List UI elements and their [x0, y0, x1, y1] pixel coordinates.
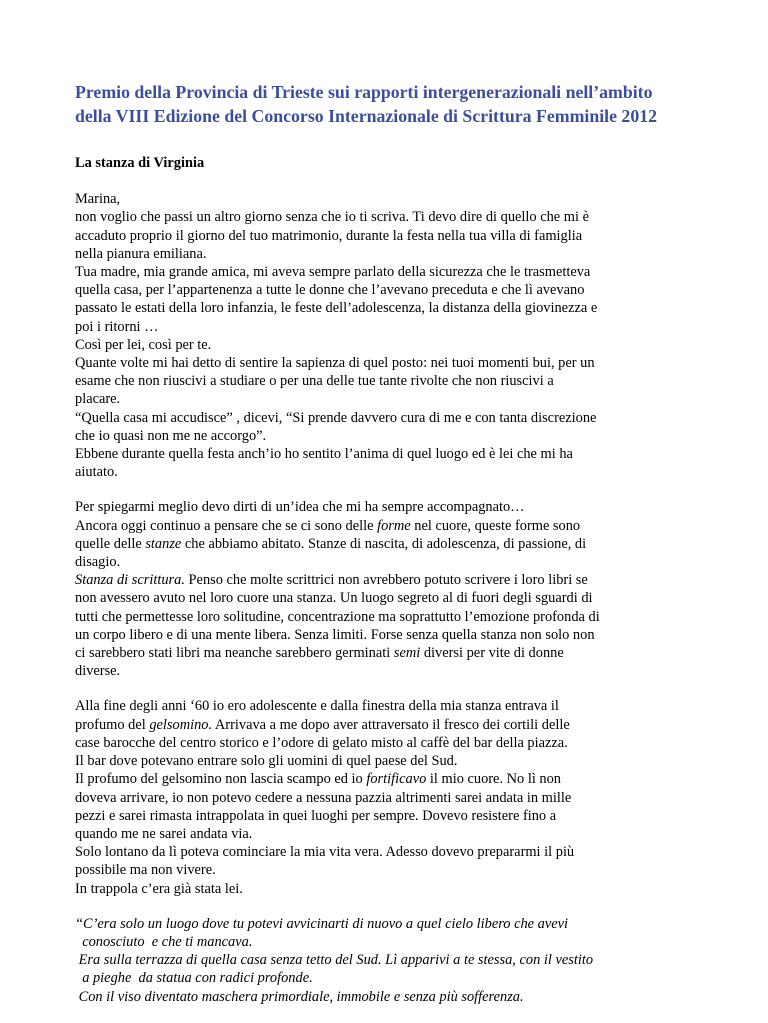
paragraph-letter-opening: [75, 190, 715, 481]
text-line: doveva arrivare, io non potevo cedere a nessuna pazzia altrimenti sarei andata in mille: [75, 789, 572, 806]
story-title: La stanza di Virginia: [75, 155, 205, 171]
text-line: pezzi e sarei rimasta intrappolata in quei luoghi per sempre. Dovevo resistere fino a: [75, 807, 557, 824]
emphasis: Stanza di scrittura.: [75, 572, 185, 589]
document-page: [75, 80, 715, 1023]
emphasis: semi: [393, 645, 421, 662]
title-line-2: della VIII Edizione del Concorso Internazionale di Scrittura Femminile 2012: [75, 106, 657, 126]
italic-quote: [75, 915, 715, 1006]
text-line: nella pianura emiliana.: [75, 245, 207, 262]
text-line: poi i ritorni …: [75, 318, 159, 335]
text-line: Tua madre, mia grande amica, mi aveva sempre parlato della sicurezza che le trasmetteva: [75, 264, 591, 281]
text-line: Per spiegarmi meglio devo dirti di un’idea che mi ha sempre accompagnato…: [75, 499, 525, 516]
text-line: Così per lei, così per te.: [75, 336, 212, 353]
text-line: Quante volte mi hai detto di sentire la sapienza di quel posto: nei tuoi momenti bui, per un: [75, 355, 595, 372]
text-line: Con il viso diventato maschera primordiale, immobile e senza più sofferenza.: [75, 988, 524, 1005]
text-line: ci sarebbero stati libri ma neanche sarebbero germinati semi diversi per vite di donne: [75, 645, 564, 662]
text-line: quella casa, per l’appartenenza a tutte le donne che l’avevano preceduta e che lì avevano: [75, 282, 585, 299]
paragraph-gelsomino: [75, 697, 715, 897]
text-line: In trappola c’era già stata lei.: [75, 880, 243, 897]
text-line: diverse.: [75, 663, 121, 680]
title-line-1: Premio della Provincia di Trieste sui rapporti intergenerazionali nell’ambito: [75, 82, 653, 102]
text-line: che io quasi non me ne accorgo”.: [75, 427, 267, 444]
text-line: a pieghe da statua con radici profonde.: [75, 970, 313, 987]
text-line: aiutato.: [75, 464, 118, 481]
text-line: conosciuto e che ti mancava.: [75, 933, 253, 950]
text-line: Marina,: [75, 191, 121, 208]
text-line: esame che non riuscivi a studiare o per una delle tue tante rivolte che non riuscivi a: [75, 373, 554, 390]
text-line: non voglio che passi un altro giorno senza che io ti scriva. Ti devo dire di quello che mi è: [75, 209, 589, 226]
text-line: “Quella casa mi accudisce” , dicevi, “Si prende davvero cura di me e con tanta discrezione: [75, 409, 597, 426]
emphasis: stanze: [145, 535, 182, 552]
text-line: quelle delle stanze che abbiamo abitato. Stanze di nascita, di adolescenza, di passione, di: [75, 535, 587, 552]
text-line: case barocche del centro storico e l’odore di gelato misto al caffè del bar della piazza.: [75, 734, 568, 751]
text-line: Stanza di scrittura. Penso che molte scrittrici non avrebbero potuto scrivere i loro libri se: [75, 572, 588, 589]
text-line: passato le estati della loro infanzia, le feste dell’adolescenza, la distanza della giovinezza e: [75, 300, 598, 317]
text-line: disagio.: [75, 554, 121, 571]
paragraph-stanze: [75, 498, 715, 680]
text-line: Alla fine degli anni ‘60 io ero adolescente e dalla finestra della mia stanza entrava il: [75, 698, 559, 715]
emphasis: fortificavo: [366, 771, 427, 788]
text-line: possibile ma non vivere.: [75, 862, 216, 879]
text-line: Il bar dove potevano entrare solo gli uomini di quel paese del Sud.: [75, 753, 458, 770]
text-line: Ancora oggi continuo a pensare che se ci sono delle forme nel cuore, queste forme sono: [75, 517, 581, 534]
text-line: Ebbene durante quella festa anch’io ho sentito l’anima di quel luogo ed è lei che mi ha: [75, 446, 573, 463]
text-line: accaduto proprio il giorno del tuo matrimonio, durante la festa nella tua villa di famiglia: [75, 227, 583, 244]
text-line: quando me ne sarei andata via.: [75, 825, 253, 842]
text-line: placare.: [75, 391, 121, 408]
text-line: un corpo libero e di una mente libera. Senza limiti. Forse senza quella stanza non solo non: [75, 626, 595, 643]
text-line: profumo del gelsomino. Arrivava a me dopo aver attraversato il fresco dei cortili delle: [75, 716, 570, 733]
text-line: Solo lontano da lì poteva cominciare la mia vita vera. Adesso dovevo prepararmi il più: [75, 844, 575, 861]
text-line: tutti che permettesse loro solitudine, concentrazione ma soprattutto l’emozione profonda di: [75, 608, 600, 625]
emphasis: forme: [377, 517, 411, 534]
text-line: Era sulla terrazza di quella casa senza tetto del Sud. Lì apparivi a te stessa, con il vestito: [75, 952, 594, 969]
text-line: non avessero avuto nel loro cuore una stanza. Un luogo segreto al di fuori degli sguardi di: [75, 590, 593, 607]
text-line: “C’era solo un luogo dove tu potevi avvicinarti di nuovo a quel cielo libero che avevi: [75, 915, 569, 932]
document-title: [75, 80, 715, 128]
emphasis: gelsomino.: [149, 716, 213, 733]
text-line: Il profumo del gelsomino non lascia scampo ed io fortificavo il mio cuore. No lì non: [75, 771, 562, 788]
